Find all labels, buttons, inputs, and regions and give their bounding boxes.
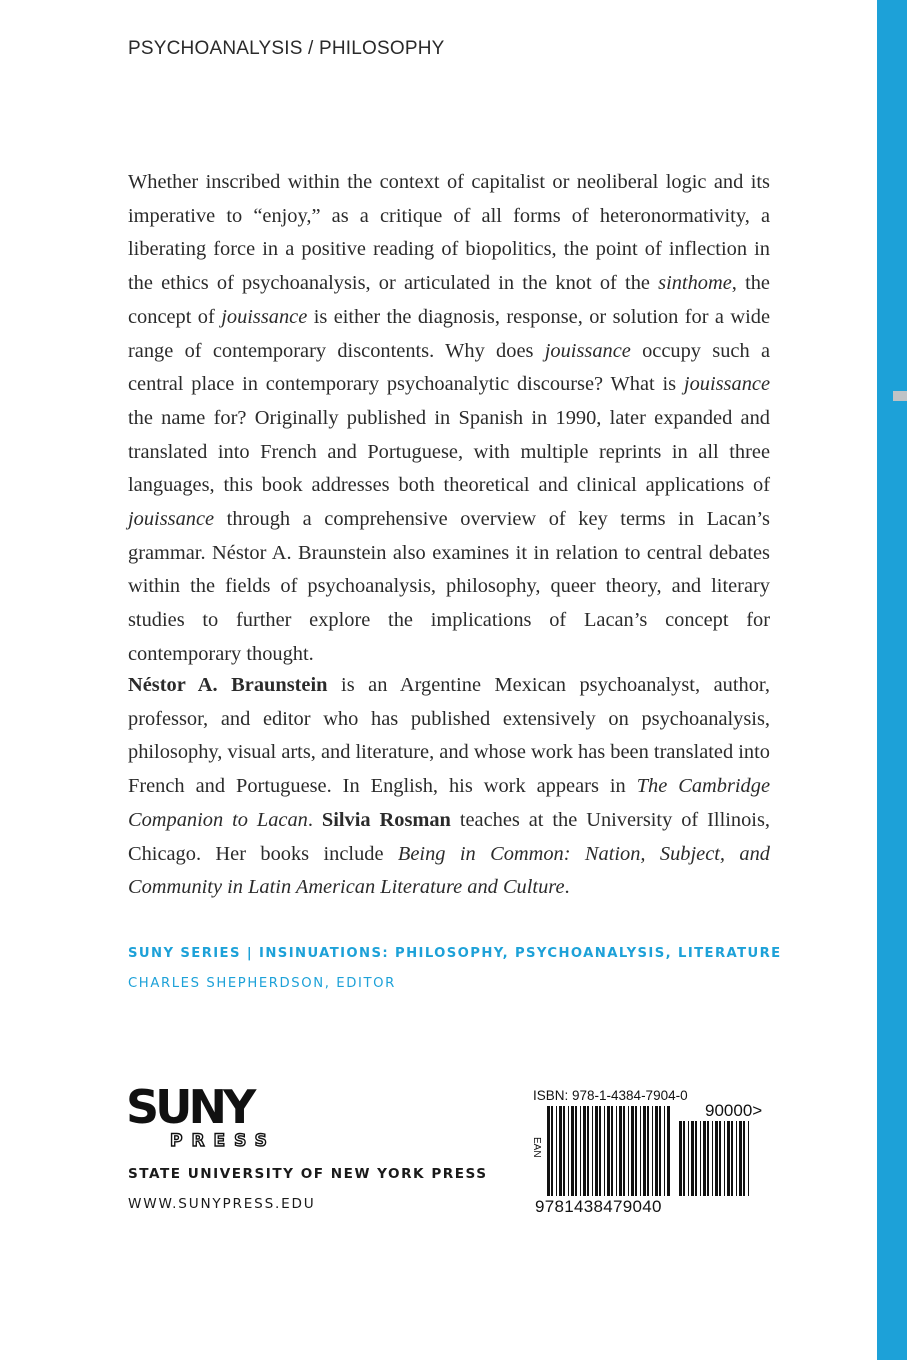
price-addon-digits: 90000>	[705, 1101, 763, 1120]
barcode-bar	[739, 1121, 742, 1196]
barcode-bar	[700, 1121, 701, 1196]
series-name: SUNY SERIES | INSINUATIONS: PHILOSOPHY, PSYCHOANALYSIS, LITERATURE	[128, 946, 782, 961]
barcode-bar	[580, 1106, 581, 1196]
side-band-mark	[893, 391, 907, 401]
barcode-bar	[571, 1106, 574, 1196]
press-logo: PRESS	[170, 1131, 276, 1151]
barcode-bar	[664, 1106, 665, 1196]
category-label: PSYCHOANALYSIS / PHILOSOPHY	[128, 38, 445, 59]
barcode-bar	[655, 1106, 658, 1196]
suny-logo: SUNY	[126, 1080, 253, 1134]
barcode-bar	[703, 1121, 706, 1196]
ean-label: EAN	[531, 1137, 542, 1158]
barcode-bar	[667, 1106, 670, 1196]
price-addon-barcode	[679, 1121, 750, 1196]
barcode-bar	[607, 1106, 610, 1196]
barcode-bar	[640, 1106, 641, 1196]
barcode-bar	[679, 1121, 682, 1196]
barcode-bar	[731, 1121, 733, 1196]
barcode-bar	[724, 1121, 725, 1196]
translator-name: Silvia Rosman	[321, 808, 451, 831]
barcode-bar	[688, 1121, 689, 1196]
barcode-bar	[616, 1106, 617, 1196]
barcode-bar	[595, 1106, 598, 1196]
barcode-bar	[659, 1106, 661, 1196]
barcode-bar	[604, 1106, 605, 1196]
barcode-bar	[743, 1121, 745, 1196]
side-color-band	[877, 0, 907, 1360]
barcode-bar	[547, 1106, 550, 1196]
barcode-bar	[592, 1106, 593, 1196]
barcode-bar	[647, 1106, 649, 1196]
barcode-bar	[599, 1106, 601, 1196]
barcode-bar	[559, 1106, 562, 1196]
publisher-name: STATE UNIVERSITY OF NEW YORK PRESS	[128, 1166, 488, 1182]
barcode-bar	[727, 1121, 730, 1196]
barcode-bar	[748, 1121, 749, 1196]
barcode-bar	[691, 1121, 694, 1196]
barcode-bar	[551, 1106, 553, 1196]
barcode-bar	[556, 1106, 557, 1196]
book-description: Whether inscribed within the context of capitalist or neoliberal logic and its imperative to “enjoy,” as a critique of all forms of heteronormativity, a liberating force in a positive reading of biopolitics, the point of inflection in the ethics of psychoanalysis, or articulated in the knot of the sinthome, the concept of jouissance is either the diagnosis, response, or solution for a wide range of contemporary discontents. Why does jouissance occupy such a central place in contemporary psychoanalytic discourse? What is jouissance the name for? Originally published in Spanish in 1990, later expanded and translated into French and Portuguese, with multiple reprints in all three languages, this book addresses both theoretical and clinical applications of jouissance through a comprehensive overview of key terms in Lacan’s grammar. Néstor A. Braunstein also examines it in relation to central debates within the fields of psychoanalysis, philosophy, queer theory, and literary studies to further explore the implications of Lacan’s concept for contemporary thought.	[128, 171, 771, 665]
barcode-bar	[628, 1106, 629, 1196]
barcode-bar	[635, 1106, 637, 1196]
barcode-bar	[715, 1121, 718, 1196]
barcode-bar	[719, 1121, 721, 1196]
barcode-bar	[568, 1106, 569, 1196]
author-name: Néstor A. Braunstein	[128, 674, 328, 696]
barcode-bar	[583, 1106, 586, 1196]
barcode-bar	[587, 1106, 589, 1196]
barcode-bar	[707, 1121, 709, 1196]
barcode-bar	[643, 1106, 646, 1196]
barcode-bar	[575, 1106, 577, 1196]
barcode-bar	[619, 1106, 622, 1196]
publisher-website: WWW.SUNYPRESS.EDU	[128, 1196, 316, 1212]
barcode-bar	[652, 1106, 653, 1196]
barcode-bar	[712, 1121, 713, 1196]
barcode-bar	[611, 1106, 613, 1196]
barcode-bar	[683, 1121, 685, 1196]
series-editor: CHARLES SHEPHERDSON, EDITOR	[128, 976, 396, 991]
isbn-barcode	[547, 1106, 671, 1196]
isbn-label: ISBN: 978-1-4384-7904-0	[533, 1088, 688, 1103]
barcode-bar	[623, 1106, 625, 1196]
barcode-bar	[736, 1121, 737, 1196]
barcode-bar	[563, 1106, 565, 1196]
author-bio: Néstor A. Braunstein is an Argentine Mexican psychoanalyst, author, professor, and editor who has published extensively on psychoanalysis, philosophy, visual arts, and literature, and whose work has been translated into French and Portuguese. In English, his work appears in The Cambridge Companion to Lacan. Silvia Rosman teaches at the University of Illinois, Chicago. Her books include Being in Common: Nation, Subject, and Community in Latin American Literature and Culture.	[128, 674, 770, 899]
barcode-bar	[631, 1106, 634, 1196]
barcode-digits: 9781438479040	[535, 1197, 662, 1216]
barcode-bar	[695, 1121, 697, 1196]
